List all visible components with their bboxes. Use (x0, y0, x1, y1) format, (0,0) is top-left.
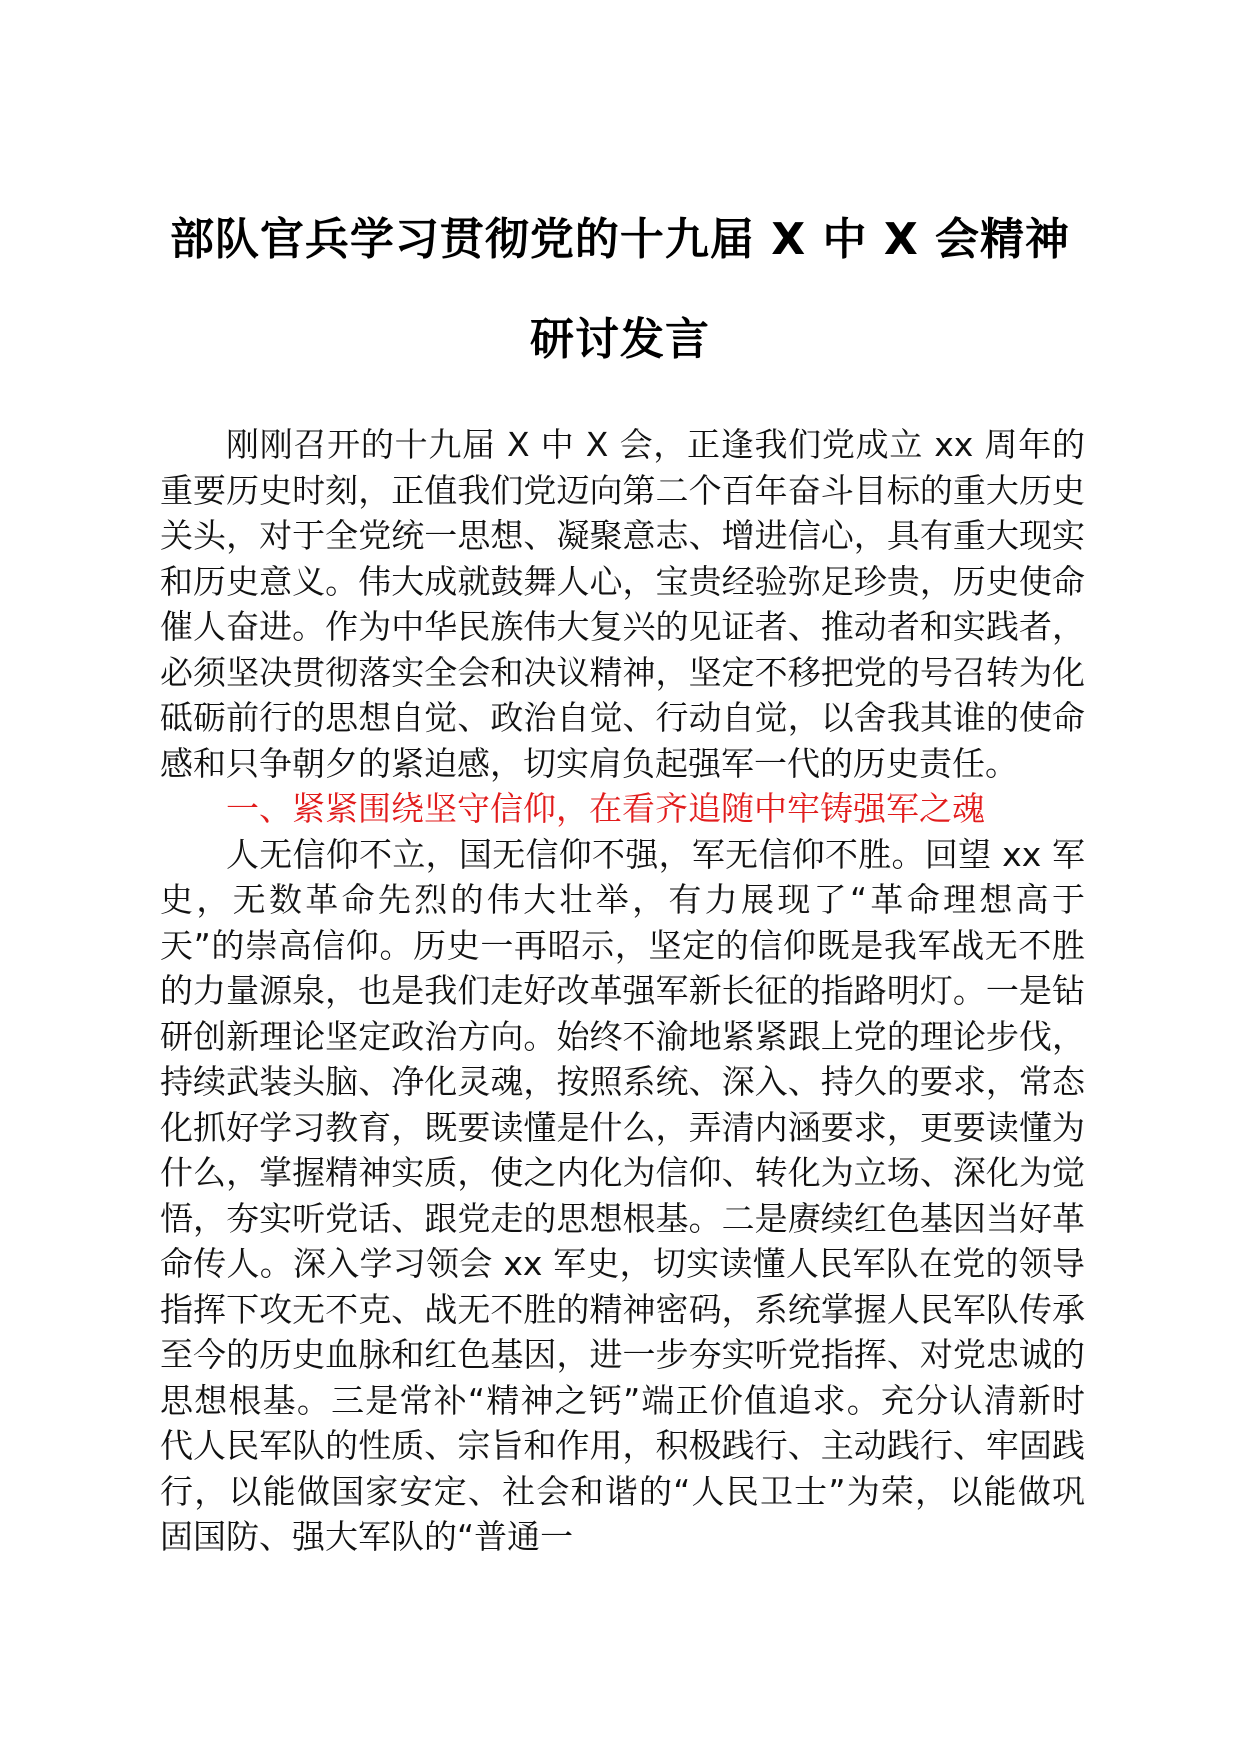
document-body (160, 422, 1085, 1560)
intro-paragraph: 刚刚召开的十九届 X 中 X 会，正逢我们党成立 xx 周年的重要历史时刻，正值我们党迈向第二个百年奋斗目标的重大历史关头，对于全党统一思想、凝聚意志、增进信心，具有重大现实和历史意义。伟大成就鼓舞人心，宝贵经验弥足珍贵，历史使命催人奋进。作为中华民族伟大复兴的见证者、推动者和实践者，必须坚决贯彻落实全会和决议精神，坚定不移把党的号召转为化砥砺前行的思想自觉、政治自觉、行动自觉，以舍我其谁的使命感和只争朝夕的紧迫感，切实肩负起强军一代的历史责任。 (160, 425, 1085, 783)
section-paragraph: 人无信仰不立，国无信仰不强，军无信仰不胜。回望 xx 军史，无数革命先烈的伟大壮举，有力展现了“革命理想高于天”的崇高信仰。历史一再昭示，坚定的信仰既是我军战无不胜的力量源泉，也是我们走好改革强军新长征的指路明灯。一是钻研创新理论坚定政治方向。始终不渝地紧紧跟上党的理论步伐，持续武装头脑、净化灵魂，按照系统、深入、持久的要求，常态化抓好学习教育，既要读懂是什么，弄清内涵要求，更要读懂为什么，掌握精神实质，使之内化为信仰、转化为立场、深化为觉悟，夯实听党话、跟党走的思想根基。二是赓续红色基因当好革命传人。深入学习领会 xx 军史，切实读懂人民军队在党的领导指挥下攻无不克、战无不胜的精神密码，系统掌握人民军队传承至今的历史血脉和红色基因，进一步夯实听党指挥、对党忠诚的思想根基。三是常补“精神之钙”端正价值追求。充分认清新时代人民军队的性质、宗旨和作用，积极践行、主动践行、牢固践行，以能做国家安定、社会和谐的“人民卫士”为荣，以能做巩固国防、强大军队的“普通一 (160, 834, 1085, 1556)
page-title: 部队官兵学习贯彻党的十九届 X 中 X 会精神研讨发言 (169, 214, 1071, 365)
section-heading: 一、紧紧围绕坚守信仰，在看齐追随中牢铸强军之魂 (226, 789, 985, 828)
